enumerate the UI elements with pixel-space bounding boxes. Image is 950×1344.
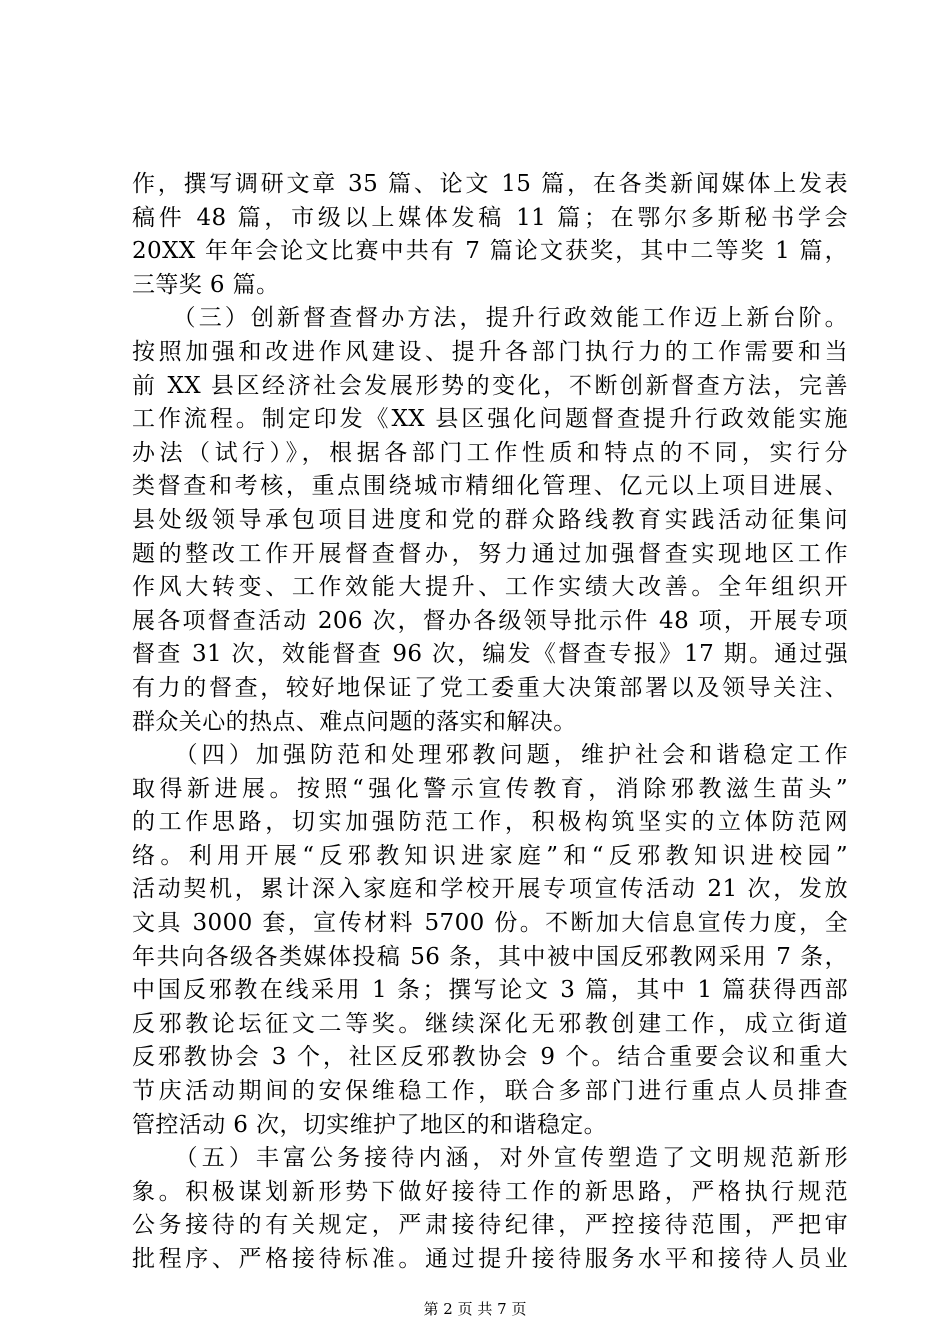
text-line: 题的整改工作开展督查督办，努力通过加强督查实现地区工作 <box>132 540 848 567</box>
document-body <box>132 168 848 1277</box>
text-line: 前 XX 县区经济社会发展形势的变化，不断创新督查方法，完善 <box>132 372 848 399</box>
text-line: 稿件 48 篇，市级以上媒体发稿 11 篇；在鄂尔多斯秘书学会 <box>132 204 848 231</box>
text-line: 展各项督查活动 206 次，督办各级领导批示件 48 项，开展专项 <box>132 607 848 634</box>
text-line: 作，撰写调研文章 35 篇、论文 15 篇，在各类新闻媒体上发表 <box>132 171 848 197</box>
text-line: 三等奖 6 篇。 <box>132 271 280 298</box>
text-line: 中国反邪教在线采用 1 条；撰写论文 3 篇，其中 1 篇获得西部 <box>132 977 848 1004</box>
text-line: 县处级领导承包项目进度和党的群众路线教育实践活动征集问 <box>132 506 848 533</box>
text-line: 按照加强和改进作风建设、提升各部门执行力的工作需要和当 <box>132 338 848 365</box>
text-line: 公务接待的有关规定，严肃接待纪律，严控接待范围，严把审 <box>132 1212 848 1239</box>
text-line: 络。利用开展“反邪教知识进家庭”和“反邪教知识进校园” <box>132 842 848 869</box>
text-line: 象。积极谋划新形势下做好接待工作的新思路，严格执行规范 <box>132 1178 848 1205</box>
text-line: 批程序、严格接待标准。通过提升接待服务水平和接待人员业 <box>132 1246 848 1272</box>
text-line: 活动契机，累计深入家庭和学校开展专项宣传活动 21 次，发放 <box>132 876 848 903</box>
text-line: （四）加强防范和处理邪教问题，维护社会和谐稳定工作 <box>132 742 848 769</box>
text-line: 作风大转变、工作效能大提升、工作实绩大改善。全年组织开 <box>132 574 848 601</box>
text-line: 类督查和考核，重点围绕城市精细化管理、亿元以上项目进展、 <box>132 473 848 500</box>
text-line: 管控活动 6 次，切实维护了地区的和谐稳定。 <box>132 1111 608 1138</box>
text-line: 取得新进展。按照“强化警示宣传教育，消除邪教滋生苗头” <box>132 775 848 802</box>
text-line: 文具 3000 套，宣传材料 5700 份。不断加大信息宣传力度，全 <box>132 910 848 937</box>
text-line: 20XX 年年会论文比赛中共有 7 篇论文获奖，其中二等奖 1 篇， <box>132 238 848 265</box>
text-line: 的工作思路，切实加强防范工作，积极构筑坚实的立体防范网 <box>132 809 848 836</box>
text-line: 年共向各级各类媒体投稿 56 条，其中被中国反邪教网采用 7 条， <box>132 943 848 970</box>
text-line: 群众关心的热点、难点问题的落实和解决。 <box>132 708 577 735</box>
text-line: 办法（试行）》，根据各部门工作性质和特点的不同，实行分 <box>132 439 848 466</box>
page-footer: 第 2 页 共 7 页 <box>423 1300 527 1318</box>
text-line: 工作流程。制定印发《XX 县区强化问题督查提升行政效能实施 <box>132 406 848 433</box>
text-line: 反邪教协会 3 个，社区反邪教协会 9 个。结合重要会议和重大 <box>132 1044 848 1071</box>
text-line: 节庆活动期间的安保维稳工作，联合多部门进行重点人员排查 <box>132 1078 848 1105</box>
text-line: （五）丰富公务接待内涵，对外宣传塑造了文明规范新形 <box>132 1145 848 1172</box>
text-line: 有力的督查，较好地保证了党工委重大决策部署以及领导关注、 <box>132 674 848 701</box>
text-line: （三）创新督查督办方法，提升行政效能工作迈上新台阶。 <box>132 305 848 332</box>
text-line: 督查 31 次，效能督查 96 次，编发《督查专报》17 期。通过强 <box>132 641 848 668</box>
text-line: 反邪教论坛征文二等奖。继续深化无邪教创建工作，成立街道 <box>132 1010 848 1037</box>
